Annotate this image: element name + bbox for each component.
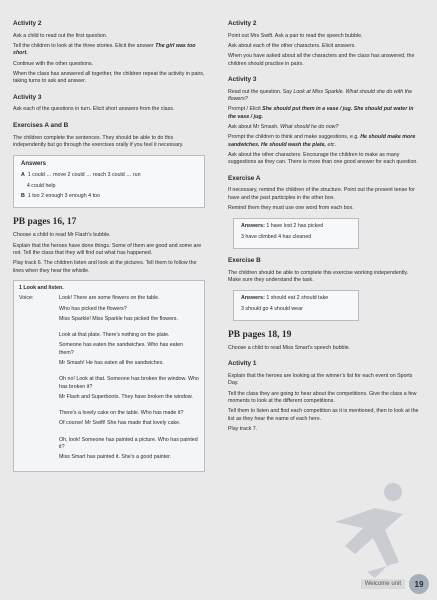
answers-box [233, 218, 359, 249]
paragraph: Prompt / Elicit She should put them in a vase / jug. She should put water in the vase / jug. [228, 106, 414, 120]
answers-row: 3 have climbed 4 has cleaned [241, 233, 312, 240]
paragraph: Tell the class they are going to hear about the competitions. Give the class a few moments to look at the different competitions. [228, 390, 417, 404]
transcript-line: Look! There are some flowers on the table. [59, 295, 160, 302]
paragraph: Choose a child to read Miss Smart’s speech bubble. [228, 344, 351, 351]
unit-label: Welcome unit [361, 579, 405, 589]
transcript-line: Oh, look! Someone has painted a picture. Who has painted it? [59, 436, 198, 451]
paragraph: Play track 7. [228, 425, 258, 432]
right-column [228, 20, 420, 436]
paragraph: The children complete the sentences. They should be able to do this independently but go through the exercises orally if you feel it necessary. [13, 134, 184, 148]
answers-row: Answers: 1 have lost 2 has picked [241, 223, 324, 230]
activity-2-heading: Activity 2 [13, 20, 42, 27]
transcript-line: Who has picked the flowers? [59, 305, 127, 312]
paragraph: Explain that the heroes are looking at the winner’s list for each event on Sports Day. [228, 373, 413, 387]
answers-row-b: B 1 too 2 enough 3 enough 4 too [21, 193, 100, 200]
paragraph: Choose a child to read Mr Flash’s bubble. [13, 232, 111, 239]
answers-title: Answers [21, 161, 47, 168]
transcript-line: Look at that plate. There’s nothing on the plate. [59, 332, 170, 339]
exercise-a-heading: Exercise A [228, 174, 261, 182]
paragraph: If necessary, remind the children of the structure. Point out the present tense for have and the past participles in the other box. [228, 187, 415, 201]
activity-2-heading: Activity 2 [228, 20, 257, 27]
page-footer [361, 574, 429, 594]
paragraph: Read out the question. Say Look at Miss Sparkle. What should she do with the flowers? [228, 88, 413, 103]
pb-pages-18-19-heading: PB pages 18, 19 [228, 329, 292, 340]
paragraph: Prompt the children to think and make suggestions, e.g. He should make more sandwiches. He should wash the plate, etc. [228, 134, 416, 148]
paragraph: Point out Mrs Swift. Ask a pair to read the speech bubble. [228, 32, 363, 39]
activity-1-heading: Activity 1 [228, 360, 257, 368]
paragraph: Ask about Mr Smash. What should he do now? [228, 124, 339, 131]
listening-transcript-box [13, 280, 205, 472]
paragraph: Remind them they must use one word from each box. [228, 204, 354, 211]
answers-box [13, 155, 205, 208]
pb-pages-16-17-heading: PB pages 16, 17 [13, 217, 77, 228]
transcript-lines [59, 295, 199, 464]
paragraph: Ask a child to read out the first question. [13, 32, 108, 39]
activity-3-heading: Activity 3 [13, 93, 42, 101]
answers-row-a: A 1 could … move 2 could … reach 3 could … run [21, 172, 141, 179]
paragraph: Explain that the heroes have done things. Some of them are good and some are not. Tell the class that they will find out what has happened. [13, 242, 202, 257]
exercise-b-heading: Exercise B [228, 256, 261, 264]
activity-3-heading: Activity 3 [228, 76, 257, 84]
paragraph: Play track 6. The children listen and look at the pictures. Tell them to follow the lines when they hear the whistle. [13, 260, 197, 274]
paragraph: Ask each of the questions in turn. Elicit short answers from the class. [13, 106, 175, 113]
paragraph: Ask about the other characters. Encourage the children to make as many suggestions as they can. There is more than one good answer for each question. [228, 151, 418, 166]
listening-title: 1 Look and listen. [19, 284, 64, 291]
paragraph: Tell the children to look at the three stories. Elicit the answer The girl was too short. [13, 43, 196, 57]
transcript-line: Oh no! Look at that. Someone has broken the window. Who has broken it? [59, 376, 199, 390]
paragraph: Tell them to listen and find each competition as it is mentioned, then to look at the list as they hear the name of each hero. [228, 408, 419, 422]
transcript-line: Mr Smash! He has eaten all the sandwiches. [59, 359, 164, 366]
paragraph: The children should be able to complete this exercise working independently. Make sure they understand the task. [228, 269, 409, 283]
transcript-line: Mr Flash and Superboots. They have broken the window. [59, 393, 193, 400]
page-number: 19 [409, 574, 429, 594]
paragraph: Ask about each of the other characters. Elicit answers. [228, 43, 356, 50]
transcript-line: Someone has eaten the sandwiches. Who has eaten them? [59, 342, 183, 356]
transcript-line: Of course! Mr Swift! She has made that lovely cake. [59, 420, 181, 427]
paragraph: When the class has answered all together, the children repeat the activity in pairs, taking turns to ask and answer. [13, 71, 205, 85]
left-column [13, 20, 205, 472]
paragraph: When you have asked about all the characters and the class has answered, the children should practise in pairs. [228, 53, 415, 67]
answers-row: Answers: 1 should eat 2 should take [241, 295, 329, 302]
transcript-line: Miss Smart has painted it. She’s a good painter. [59, 454, 172, 461]
answers-box [233, 290, 359, 321]
transcript-line: There’s a lovely cake on the table. Who has made it? [59, 410, 184, 417]
answers-row-a-cont: 4 could help [26, 182, 56, 189]
voice-label: Voice: [19, 295, 34, 302]
transcript-line: Miss Sparkle! Miss Sparkle has picked the flowers. [59, 315, 178, 322]
transcript [19, 295, 199, 464]
paragraph: Continue with the other questions. [13, 60, 94, 67]
running-figure-illustration [315, 474, 425, 584]
exercises-a-b-heading: Exercises A and B [13, 121, 69, 129]
answers-row: 3 should go 4 should wear [241, 305, 303, 312]
